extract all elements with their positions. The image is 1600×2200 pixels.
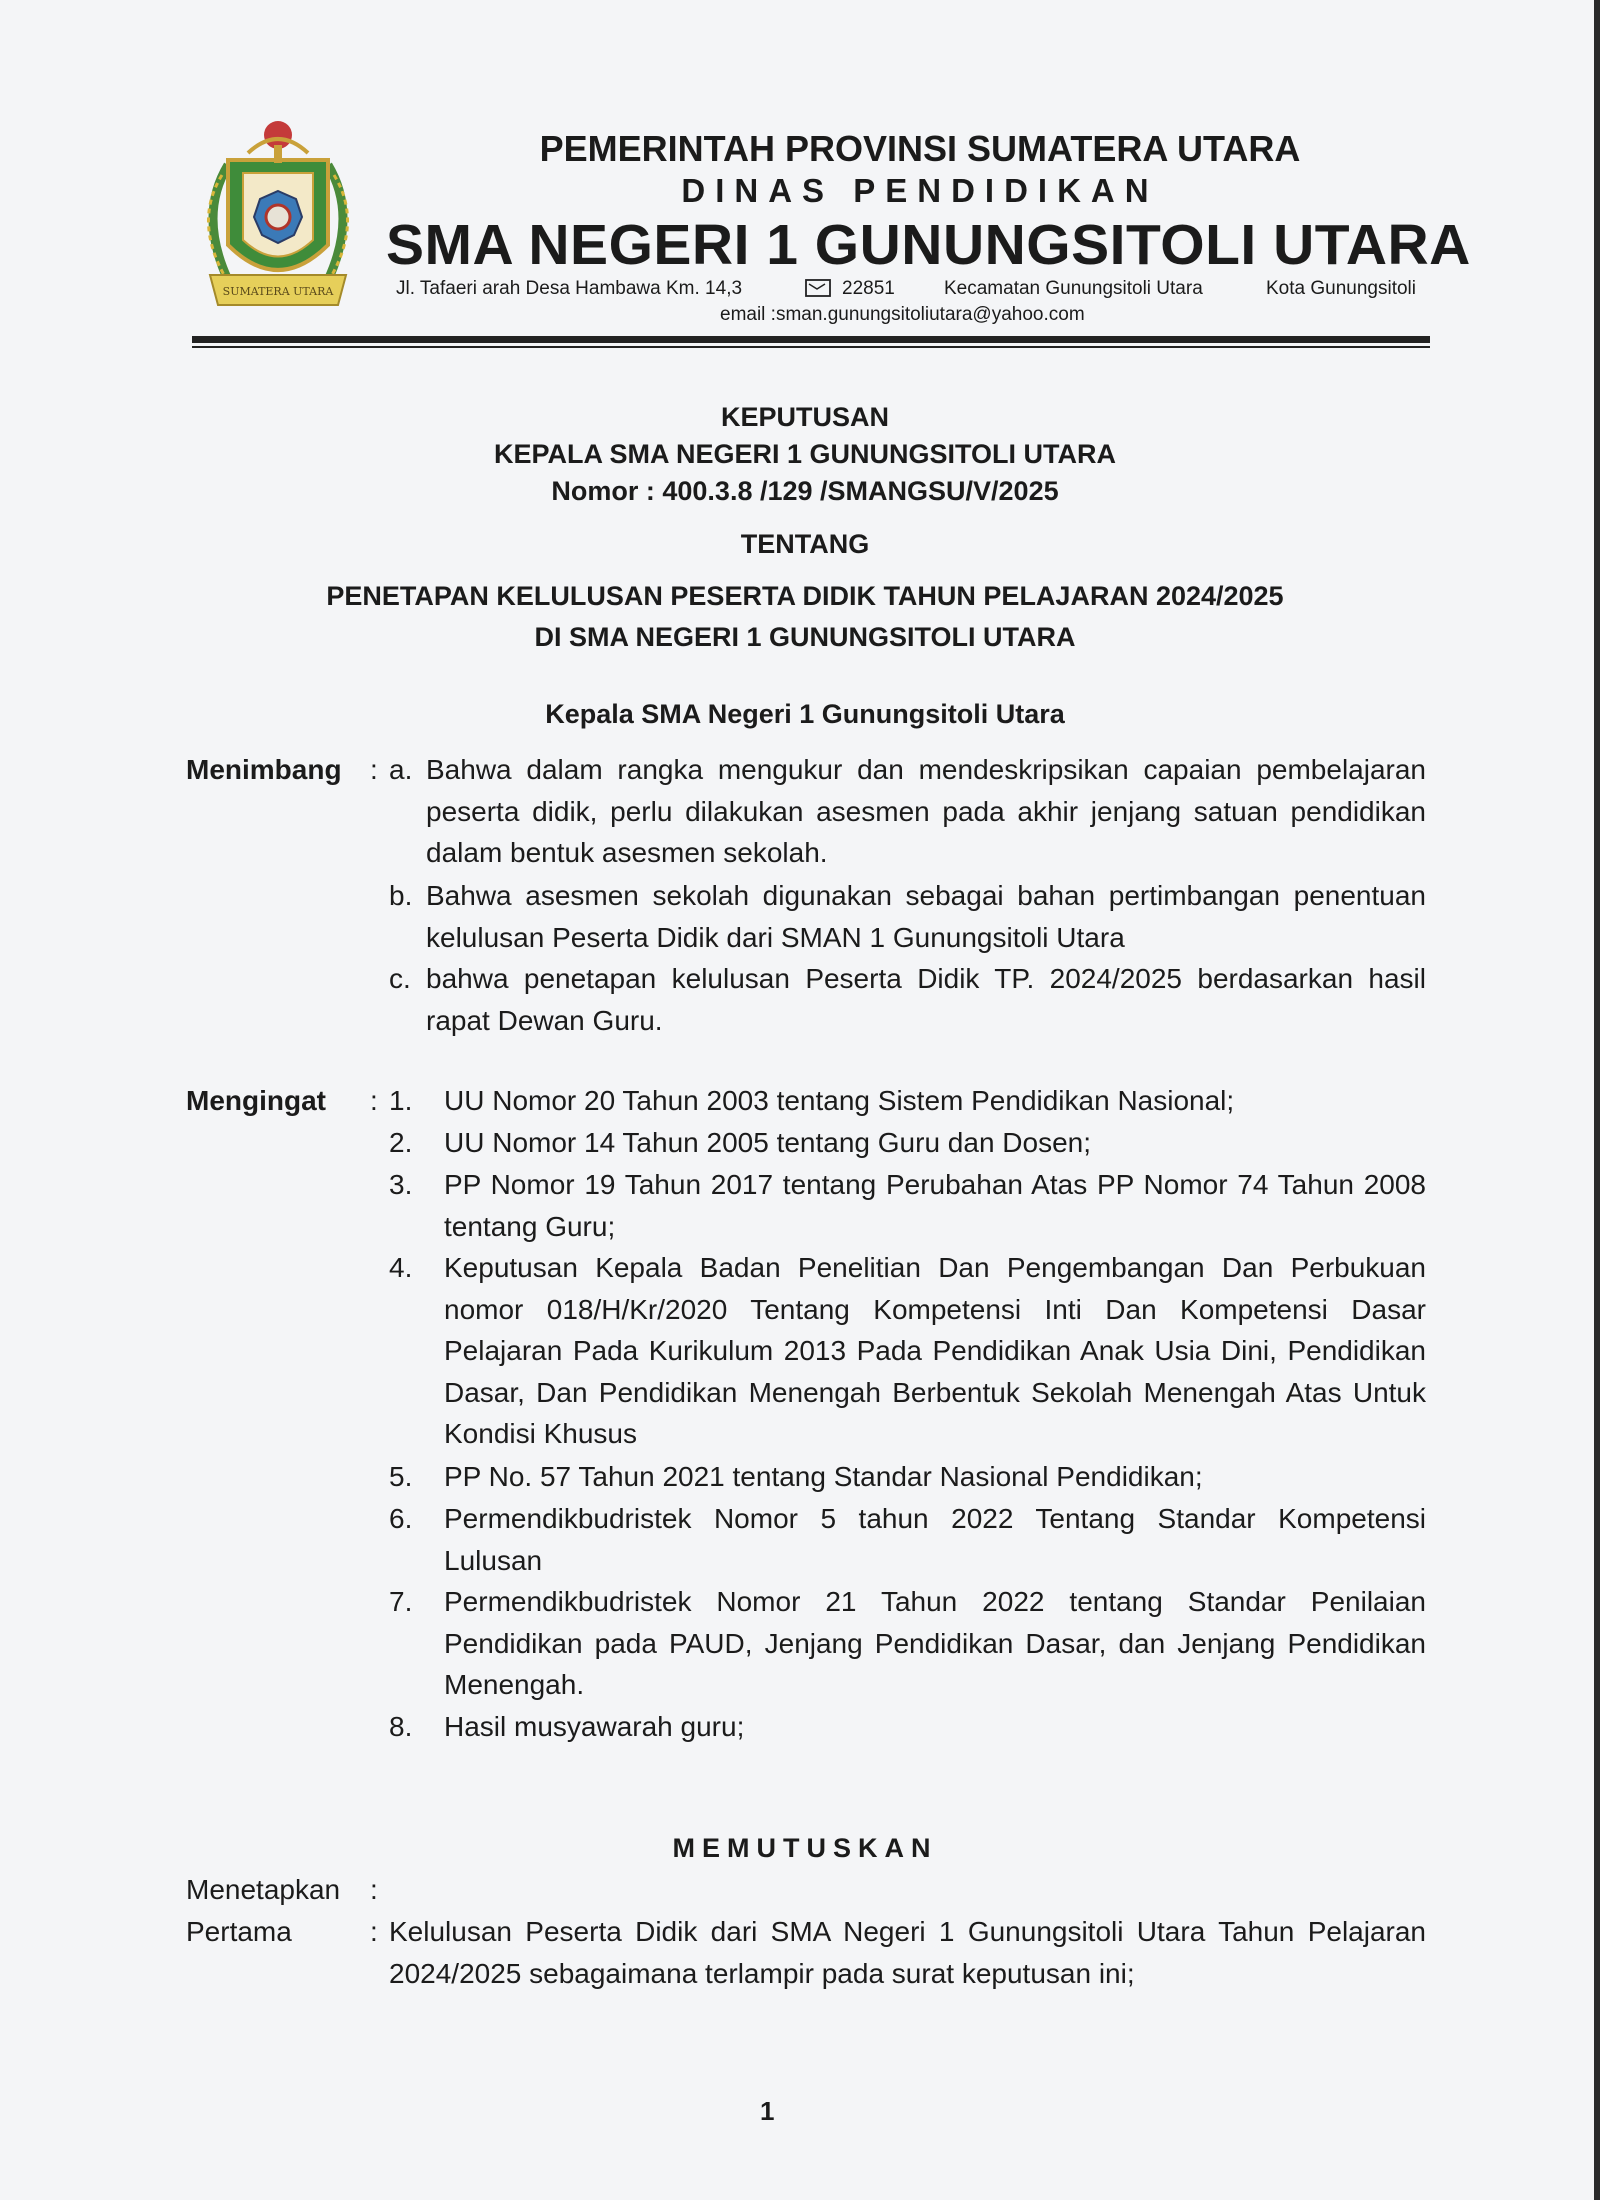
- menimbang-mark: a.: [389, 754, 413, 785]
- letterhead-address: Jl. Tafaeri arah Desa Hambawa Km. 14,3: [396, 278, 743, 299]
- decree-about: TENTANG: [740, 529, 870, 559]
- menetapkan-label: Menetapkan: [186, 1874, 341, 1905]
- mengingat-item: UU Nomor 20 Tahun 2003 tentang Sistem Pendidikan Nasional;: [444, 1085, 1235, 1116]
- mengingat-item: Permendikbudristek Nomor 5 tahun 2022 Tentang Standar Kompetensi Lulusan: [444, 1503, 1426, 1576]
- svg-text:SUMATERA UTARA: SUMATERA UTARA: [222, 285, 334, 298]
- menimbang-item: Bahwa asesmen sekolah digunakan sebagai bahan pertimbangan penentuan kelulusan Peserta Didik dari SMAN 1 Gunungsitoli Utara: [426, 880, 1426, 953]
- decree-subject-line2: DI SMA NEGERI 1 GUNUNGSITOLI UTARA: [534, 622, 1076, 652]
- decree-number: Nomor : 400.3.8 /129 /SMANGSU/V/2025: [551, 476, 1059, 506]
- mailbox-icon: [805, 278, 831, 298]
- colon: :: [370, 754, 378, 785]
- page-number: 1: [760, 2096, 775, 2126]
- decree-issuer: Kepala SMA Negeri 1 Gunungsitoli Utara: [545, 699, 1065, 729]
- pertama-label: Pertama: [186, 1916, 292, 1947]
- letterhead-school-name: SMA NEGERI 1 GUNUNGSITOLI UTARA: [386, 213, 1471, 277]
- mengingat-item: PP Nomor 19 Tahun 2017 tentang Perubahan Atas PP Nomor 74 Tahun 2008 tentang Guru;: [444, 1169, 1426, 1242]
- mengingat-item: Permendikbudristek Nomor 21 Tahun 2022 tentang Standar Penilaian Pendidikan pada PAUD, Jenjang Pendidikan Dasar, dan Jenjang Pendidikan Menengah.: [444, 1586, 1426, 1700]
- letterhead-postal-code: 22851: [842, 278, 895, 299]
- colon: :: [370, 1085, 378, 1116]
- mengingat-item: Hasil musyawarah guru;: [444, 1711, 745, 1742]
- menimbang-label: Menimbang: [186, 754, 342, 785]
- mengingat-mark: 5.: [389, 1461, 413, 1492]
- menimbang-mark: c.: [389, 963, 411, 994]
- mengingat-mark: 2.: [389, 1127, 413, 1158]
- pertama-text: Kelulusan Peserta Didik dari SMA Negeri 1 Gunungsitoli Utara Tahun Pelajaran 2024/2025 sebagaimana terlampir pada surat keputusan ini;: [389, 1916, 1426, 1989]
- menimbang-item: bahwa penetapan kelulusan Peserta Didik TP. 2024/2025 berdasarkan hasil rapat Dewan Guru.: [426, 963, 1426, 1036]
- mengingat-mark: 8.: [389, 1711, 413, 1742]
- province-emblem-logo: [188, 105, 368, 320]
- decree-title: KEPUTUSAN: [720, 402, 889, 432]
- mengingat-mark: 6.: [389, 1503, 413, 1534]
- letterhead-district: Kecamatan Gunungsitoli Utara: [944, 278, 1203, 299]
- mengingat-mark: 4.: [389, 1252, 413, 1283]
- menimbang-item: Bahwa dalam rangka mengukur dan mendeskripsikan capaian pembelajaran peserta didik, perlu dilakukan asesmen pada akhir jenjang satuan pendidikan dalam bentuk asesmen sekolah.: [426, 754, 1426, 868]
- mengingat-mark: 7.: [389, 1586, 413, 1617]
- letterhead-government: PEMERINTAH PROVINSI SUMATERA UTARA: [539, 128, 1301, 169]
- decree-subject-line1: PENETAPAN KELULUSAN PESERTA DIDIK TAHUN PELAJARAN 2024/2025: [326, 581, 1284, 611]
- mengingat-label: Mengingat: [186, 1085, 326, 1116]
- letterhead-rule-thin: [192, 346, 1430, 348]
- memutuskan-heading: MEMUTUSKAN: [672, 1833, 938, 1863]
- menimbang-mark: b.: [389, 880, 413, 911]
- scan-edge: [1594, 0, 1600, 2200]
- letterhead-department: DINAS PENDIDIKAN: [681, 172, 1159, 209]
- mengingat-item: UU Nomor 14 Tahun 2005 tentang Guru dan Dosen;: [444, 1127, 1092, 1158]
- mengingat-mark: 3.: [389, 1169, 413, 1200]
- colon: :: [370, 1874, 378, 1905]
- decree-issuer-title: KEPALA SMA NEGERI 1 GUNUNGSITOLI UTARA: [493, 439, 1117, 469]
- mengingat-item: Keputusan Kepala Badan Penelitian Dan Pengembangan Dan Perbukuan nomor 018/H/Kr/2020 Tentang Kompetensi Inti Dan Kompetensi Dasar Pelajaran Pada Kurikulum 2013 Pada Pendidikan Anak Usia Dini, Pendidikan Dasar, Dan Pendidikan Menengah Berbentuk Sekolah Menengah Atas Untuk Kondisi Khusus: [444, 1252, 1426, 1449]
- letterhead-rule-thick: [192, 336, 1430, 343]
- letterhead-city: Kota Gunungsitoli: [1266, 278, 1416, 299]
- mengingat-item: PP No. 57 Tahun 2021 tentang Standar Nasional Pendidikan;: [444, 1461, 1203, 1492]
- mengingat-mark: 1.: [389, 1085, 413, 1116]
- colon: :: [370, 1916, 378, 1947]
- letterhead-email: email :sman.gunungsitoliutara@yahoo.com: [720, 304, 1085, 325]
